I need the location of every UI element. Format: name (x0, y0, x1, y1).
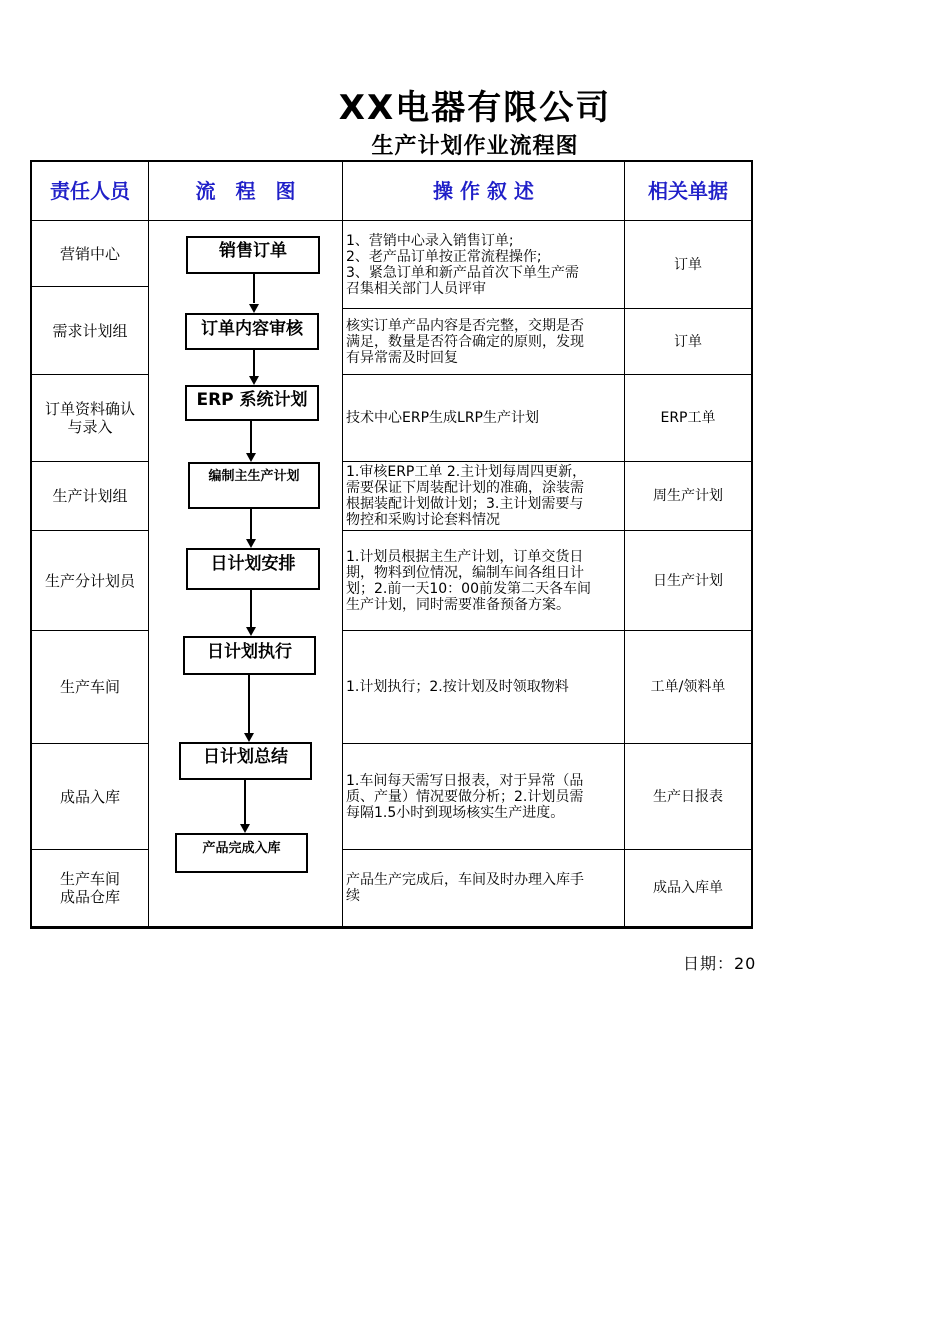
arrow-down-icon (240, 824, 250, 833)
desc-line: 满足，数量是否符合确定的原则，发现 (346, 333, 584, 350)
desc-line: 产品生产完成后，车间及时办理入库手 (346, 872, 584, 888)
col-divider-1 (148, 160, 149, 928)
related-doc: 工单/领料单 (650, 679, 726, 695)
arrow-down-icon (246, 539, 256, 548)
header-docs: 相关单据 (648, 179, 728, 203)
arrow-down-icon (249, 304, 259, 313)
desc-line: 技术中心ERP生成LRP生产计划 (346, 410, 539, 426)
flow-step-daily-summary: 日计划总结 (179, 742, 312, 780)
date-label: 日期：20 (683, 954, 757, 973)
person-line: 生产车间 (59, 870, 120, 888)
person-line: 成品仓库 (59, 888, 120, 906)
flow-connector (250, 421, 252, 453)
flow-connector (244, 780, 246, 824)
flow-step-daily-execute: 日计划执行 (183, 636, 316, 675)
table-border-right (751, 160, 753, 929)
document-subtitle: 生产计划作业流程图 (371, 134, 579, 159)
flow-table (30, 160, 753, 928)
desc-line: 召集相关部门人员评审 (346, 280, 486, 297)
person-cell (32, 375, 148, 461)
flow-step-sales-order: 销售订单 (186, 236, 320, 274)
related-doc: 日生产计划 (653, 572, 723, 589)
person-cell: 营销中心 (59, 244, 120, 263)
desc-line: 续 (346, 888, 360, 904)
operation-desc (343, 462, 624, 530)
related-doc: 订单 (674, 333, 702, 350)
flow-connector (253, 274, 255, 303)
arrow-down-icon (244, 733, 254, 742)
flow-step-master-plan: 编制主生产计划 (188, 462, 320, 509)
desc-line: 根据装配计划做计划；3.主计划需要与 (346, 496, 584, 512)
arrow-down-icon (246, 627, 256, 636)
flow-connector (250, 509, 252, 539)
desc-line: 期，物料到位情况，编制车间各组日计 (346, 564, 584, 581)
related-doc: 订单 (674, 256, 702, 273)
related-doc: 生产日报表 (653, 788, 723, 805)
operation-desc (343, 631, 624, 743)
desc-line: 2、老产品订单按正常流程操作; (346, 248, 542, 265)
flow-step-daily-arrange: 日计划安排 (186, 548, 320, 590)
flow-step-erp-plan: ERP 系统计划 (185, 385, 319, 421)
person-cell: 需求计划组 (52, 321, 128, 340)
related-doc: ERP工单 (660, 410, 716, 426)
person-cell: 生产计划组 (52, 487, 128, 505)
desc-line: 核实订单产品内容是否完整，交期是否 (346, 317, 584, 334)
flow-connector (250, 590, 252, 627)
desc-line: 有异常需及时回复 (346, 349, 458, 366)
desc-line: 1、营销中心录入销售订单; (346, 232, 514, 249)
header-flow: 流 程 图 (195, 179, 296, 203)
desc-line: 1.车间每天需写日报表，对于异常（品 (346, 772, 584, 789)
operation-desc (343, 221, 624, 308)
desc-line: 3、紧急订单和新产品首次下单生产需 (346, 264, 579, 281)
desc-line: 生产计划，同时需要准备预备方案。 (346, 596, 570, 613)
company-title: XX电器有限公司 (338, 88, 612, 128)
operation-desc (343, 531, 624, 630)
desc-line: 1.审核ERP工单 2.主计划每周四更新， (346, 464, 587, 480)
table-border-bottom (30, 926, 753, 929)
header-person: 责任人员 (50, 179, 130, 203)
person-cell: 成品入库 (59, 787, 120, 806)
person-line: 订单资料确认 (44, 400, 135, 418)
header-operation: 操 作 叙 述 (433, 179, 534, 203)
desc-line: 每隔1.5小时到现场核实生产进度。 (346, 804, 565, 821)
operation-desc (343, 309, 624, 374)
desc-line: 划；2.前一天10：00前发第二天各车间 (346, 580, 591, 597)
desc-line: 物控和采购讨论套料情况 (346, 512, 500, 528)
related-doc: 成品入库单 (653, 880, 723, 896)
related-doc: 周生产计划 (653, 488, 723, 504)
person-cell: 生产分计划员 (44, 571, 135, 590)
flow-step-warehouse-in: 产品完成入库 (175, 833, 308, 873)
desc-line: 1.计划员根据主生产计划，订单交货日 (346, 548, 584, 565)
desc-line: 1.计划执行；2.按计划及时领取物料 (346, 679, 569, 695)
operation-desc (343, 850, 624, 926)
desc-line: 需要保证下周装配计划的准确，涂装需 (346, 480, 584, 496)
desc-line: 质、产量）情况要做分析；2.计划员需 (346, 788, 584, 805)
person-cell (32, 850, 148, 926)
operation-desc (343, 375, 624, 461)
person-line: 与录入 (67, 418, 113, 436)
arrow-down-icon (249, 376, 259, 385)
operation-desc (343, 744, 624, 849)
person-cell: 生产车间 (59, 678, 120, 696)
arrow-down-icon (246, 453, 256, 462)
flow-step-order-review: 订单内容审核 (185, 313, 319, 350)
flow-connector (253, 350, 255, 376)
flow-connector (248, 675, 250, 733)
